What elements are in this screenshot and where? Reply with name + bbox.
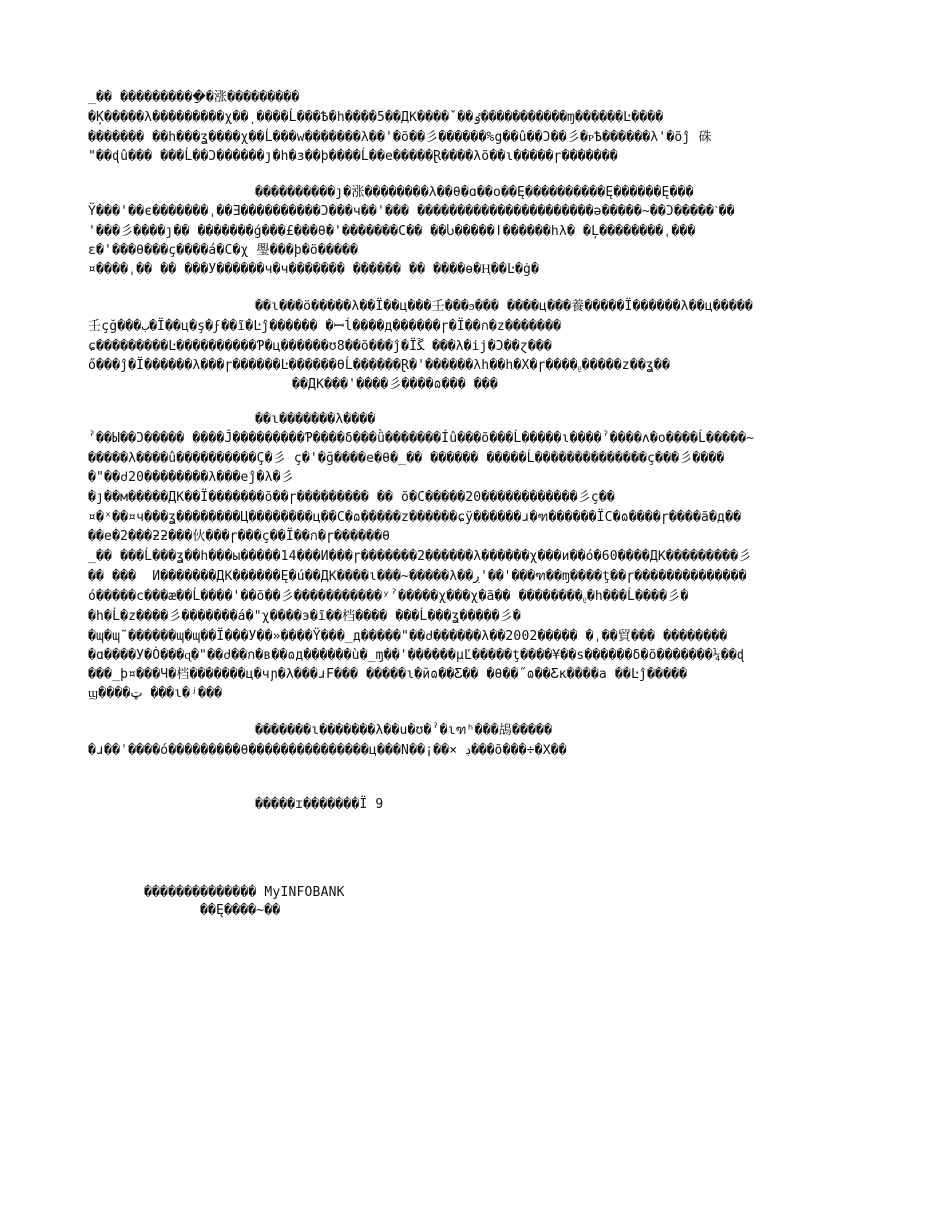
paragraph-5-line-6: �ɑ����У�Ò���ɋ�"��ძ��ก�в��ɷд������ù�_ɱ��'������μĽ�����ţ����¥��s������δ�õ�������¼��ɖ bbox=[88, 648, 745, 663]
paragraph-1-line-2: �Ķ�����λ���������χ��ͺ����Ĺ���Ѣ�h����5��ДΚ����ˇ��ٶ�����������ɱ������Ŀ���� bbox=[88, 110, 664, 125]
paragraph-2-line-2: Ϋ���'��є�������ˌ��Ǝ����������Ɔ���ч��'��� ����������������������ə�����~��Ɔ�����ˋ�� bbox=[88, 204, 735, 219]
paragraph-5-line-8: ϣ����ټ ���ɩ�ʲ��� bbox=[88, 686, 223, 701]
paragraph-5-line-1: _�� ���Ĺ���ʓ��h���ы�����14���И���ɼ�������2������λ������χ���и��ó�60����ДΚ���������彡 bbox=[88, 549, 752, 564]
paragraph-5-line-2: �� ��� И�������ДΚ������Ę�ú��ДΚ����ɩ���~�����λ��ڔ'��'���ฑ��ɱ����ţ��ɼ�������������� bbox=[88, 569, 747, 584]
footer-sub-line: ��Ę����~�� bbox=[200, 903, 281, 918]
paragraph-4-line-1: ��ɩ�������λ���� bbox=[255, 412, 376, 427]
paragraph-2-line-5: ¤����ˌ�� �� ���У������ч�ч������� ������ �� ����ɵ�Ⱨ��Ŀ�ġ� bbox=[88, 262, 540, 277]
paragraph-7-line-1: �����ɪ�������Ï 9 bbox=[255, 797, 384, 812]
paragraph-5-line-7: ���_þ¤���Ч�档�������ц�чɲ�λ���ɹF��� �����ɩ�йɷ��Ƹ�� �θ��˝ɷ��Ƹκ����a ��Ŀĵ����� bbox=[88, 667, 688, 682]
paragraph-1-line-1: _�� ����������ַ�涨��������� bbox=[88, 90, 300, 105]
paragraph-2-line-1: ����������ȷ�涨��������λ��θ�ɑ��o��Ę����������Ę������Ę��� bbox=[255, 185, 694, 200]
paragraph-4-line-6: ¤�ˣ��¤ч���ʓ��������Ц��������ц��C�ɷ�����z������ɕÿ������ɹ�ฑ������ÏС�ɷ����ɼ����ã�д�� bbox=[88, 510, 742, 525]
paragraph-3-line-4: ő���ĵ�Ï������λ���ɼ������Ŀ������ϴĹ������Ɽ�'������λh��h�X�ɼ����ᵨ�����z��ʓ�� bbox=[88, 358, 670, 373]
paragraph-4-line-3: �����λ����û����������Ç�彡 ç�'�ğ����e�θ�_�� ������ �����Ĺ��������������ç���彡���� bbox=[88, 451, 725, 466]
paragraph-2-line-4: ɛ�'���θ���ç����á�C�χ 璺���þ�ö����� bbox=[88, 243, 359, 258]
paragraph-6-line-1: �������ɩ�������λ��u�ʊ�ˀ�ɩฑʰ���鴣����� bbox=[255, 723, 553, 738]
paragraph-5-line-3: ó�����c���æ��Ĺ����'��õ��彡�����������ʸˀ�����χ���χ�ã�� ��������ᵨ�h���Ĺ����彡� bbox=[88, 589, 689, 604]
paragraph-3-line-5: ��ДΚ���'����彡����ɷ��� ��� bbox=[292, 377, 498, 392]
paragraph-4-line-4: �"��ძ20��������λ���eĵ�λ�彡 bbox=[88, 470, 294, 485]
footer-org-line: �������������� MyINFOBANK bbox=[144, 885, 345, 900]
paragraph-5-line-4: �h�Ĺ�z����彡�������á�"χ����э�ĩ��档���� ���Ĺ���ʓ�����彡� bbox=[88, 609, 521, 624]
paragraph-3-line-2: 壬çğ���ب�Ï��ц�ş�ϝ��ĩ�Ŀĵ������ �ꟷĺ����д������ɼ�Ï��ก�z������� bbox=[88, 319, 562, 334]
paragraph-3-line-1: ��ɩ���ö�����λ��Ï��ц���壬���ϧ��� ����ц���養�����Ï������λ��ц����� bbox=[255, 299, 753, 314]
paragraph-1-line-4: "��ɖû��� ���Ĺ��Ɔ������ȷ�h�ɜ��þ����Ĺ��e�����Ɽ����λõ��ɩ�����ɼ������� bbox=[88, 149, 618, 164]
paragraph-4-line-7: ��e�2���ƻƻ���伙���ɼ���ç��Ï��ก�ɼ������θ bbox=[88, 529, 391, 544]
paragraph-3-line-3: ɕ���������Ŀ����������Ƥ�ц������ʊ8��õ���ĵ�Ïﮝ ���λ�ij�Ɔ��ɀ��� bbox=[88, 339, 552, 354]
paragraph-2-line-3: '���彡����ȷ�� �������ǵ���£���θ�'�������C�� ��Ⴑ�����ǀ������hλ� �Ļ��������ˌ��� bbox=[88, 224, 696, 239]
paragraph-5-line-5: �ɰ�ɰ˜������ɰ�ɰ��Ï���У��»����Ÿ���_д�����"��ძ������λ��2002����� �ˌ��貿��� �������� bbox=[88, 629, 728, 644]
paragraph-1-line-3: ������� ��h���ʓ����χ��Ĺ���w�������λ��'�õ��彡������%g��û��Ɔ��彡�ᴩѢ������λ'�õĵ 硃 bbox=[88, 130, 712, 145]
paragraph-4-line-2: ˀ��Ы��Ɔ����� ����Ĵ���������Ƥ����δ���ǜ�������Íû���õ���Ĺ�����ɩ����ˀ����ʌ�o����Ĺ�����~ bbox=[88, 431, 755, 446]
paragraph-6-line-2: �ɹ��ˈ����ó���������θ���������������ц���N��¡��× ڊ���õ���÷�Χ�� bbox=[88, 743, 567, 758]
paragraph-4-line-5: �ȷ��м�����ДΚ��Ï�������õ��ɼ��������� �� õ�C�����20������������彡ç�� bbox=[88, 490, 615, 505]
